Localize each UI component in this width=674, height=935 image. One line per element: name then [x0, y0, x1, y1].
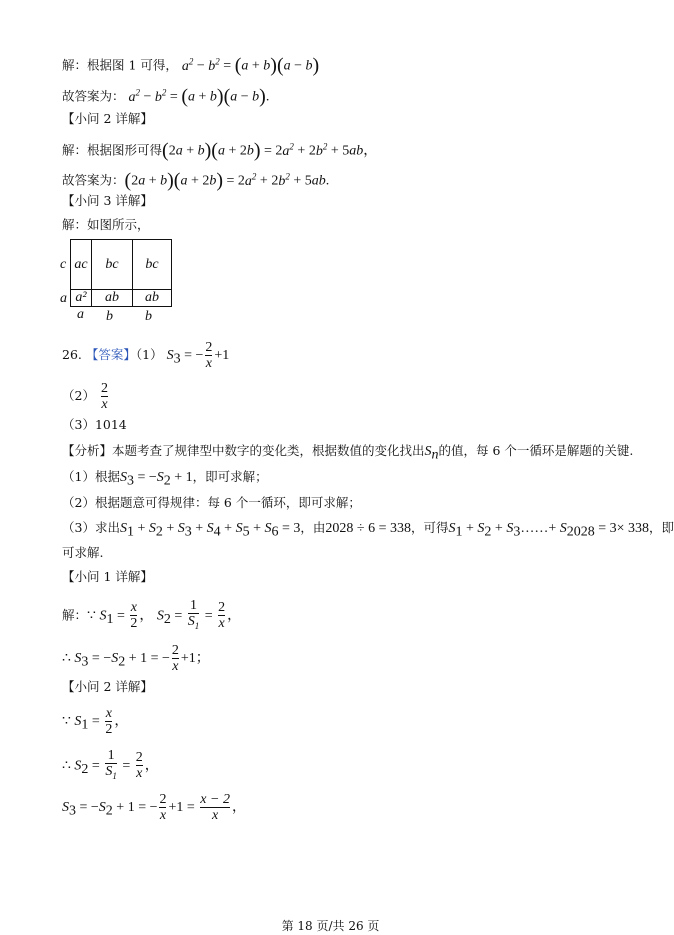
step-3-cont: 可求解. [62, 545, 104, 560]
answer-line-1: 故答案为： $a^2 - b^2 = (a + b)(a - b)$. [62, 85, 270, 108]
cell: a² [71, 290, 92, 307]
col-label: a [77, 307, 84, 322]
heading-q1: 【小问 1 详解】 [62, 569, 153, 584]
text: 解：根据图 1 可得， [62, 57, 178, 73]
text: 解：根据图形可得 [62, 142, 163, 158]
row-label: c [60, 257, 67, 272]
cell: ab [133, 290, 172, 307]
text: ，由 [300, 520, 326, 535]
col-label: b [106, 309, 113, 324]
cell: ab [92, 290, 133, 307]
q26-answer-3: （3）1014 [62, 417, 127, 432]
sol-q2-line-1: ∵ $S_1$ = $\frac{x}{2}$ ， [62, 706, 129, 737]
cell: bc [92, 240, 133, 290]
heading-q2b: 【小问 2 详解】 [62, 679, 153, 694]
text: （2） [62, 388, 95, 403]
q26-answer-1: 26. 【答案】（1） $S_3$ = − $\frac{2}{x}$ +1 [62, 340, 230, 371]
cell: bc [133, 240, 172, 290]
q26-answer-2: （2） $\frac{2}{x}$ [62, 381, 108, 412]
step-2: （2）根据题意可得规律：每 6 个一循环，即可求解； [62, 495, 361, 510]
answer-line-2: 故答案为：$(2a + b)(a + 2b) = 2a^2 + 2b^2 + 5ab$. [62, 169, 330, 192]
text: （1）根据 [62, 469, 120, 484]
text: 的值，每 6 个一循环是解题的关键. [438, 443, 634, 458]
row-label: a [60, 291, 67, 306]
question-number: 26. [62, 347, 82, 362]
step-1: （1）根据$S_3 = -S_2 + 1$，即可求解； [62, 469, 268, 489]
page-footer: 第 18 页/共 26 页 [281, 919, 380, 933]
text: 解： [62, 607, 88, 623]
analysis: 【分析】本题考查了规律型中数字的变化类，根据数值的变化找出$S_n$的值，每 6 个一循环是解题的关键. [62, 443, 634, 463]
text: 故答案为： [62, 172, 125, 188]
text: ，即 [649, 520, 674, 535]
heading-q3: 【小问 3 详解】 [62, 193, 153, 208]
text: （3）求出 [62, 520, 120, 535]
sol-q2-line-3: $S_3 = -S_2 + 1$ = − $\frac{2}{x}$ +1 = $\frac{x - 2}{x}$ ， [62, 792, 246, 823]
answer-tag: 【答案】 [85, 347, 136, 362]
text: （1） [135, 347, 163, 362]
solution-line-3: 解：如图所示， [62, 217, 150, 232]
text: ，即可求解； [192, 469, 268, 484]
sol-q1-line-1: 解：∵ $S_1$ = $\frac{x}{2}$ ， $S_2$ = $\frac{1}{S_1}$ = $\frac{2}{x}$ ， [62, 598, 241, 634]
area-grid [70, 239, 172, 307]
step-3: （3）求出$S_1 + S_2 + S_3 + S_4 + S_5 + S_6 = 3$，由2028 ÷ 6 = 338，可得$S_1 + S_2$ + $S_3\dots\dots+ S_{2028} = 3\times 338$，即 [62, 520, 674, 540]
sol-q2-line-2: ∴ $S_2$ = $\frac{1}{S_1}$ = $\frac{2}{x}$ ， [62, 748, 159, 784]
text: ，可得 [411, 520, 449, 535]
cell: ac [71, 240, 92, 290]
sol-q1-line-2: ∴ $S_3 = -S_2 + 1$ = − $\frac{2}{x}$ +1； [62, 643, 210, 674]
text: 【分析】本题考查了规律型中数字的变化类，根据数值的变化找出 [62, 443, 425, 458]
col-label: b [145, 309, 152, 324]
solution-line-2: 解：根据图形可得$(2a + b)(a + 2b) = 2a^2 + 2b^2 + 5ab$， [62, 139, 378, 162]
text: 故答案为： [62, 88, 125, 104]
heading-q2: 【小问 2 详解】 [62, 111, 153, 126]
solution-line-1: 解：根据图 1 可得， $a^2 - b^2 = (a + b)(a - b)$ [62, 54, 320, 77]
